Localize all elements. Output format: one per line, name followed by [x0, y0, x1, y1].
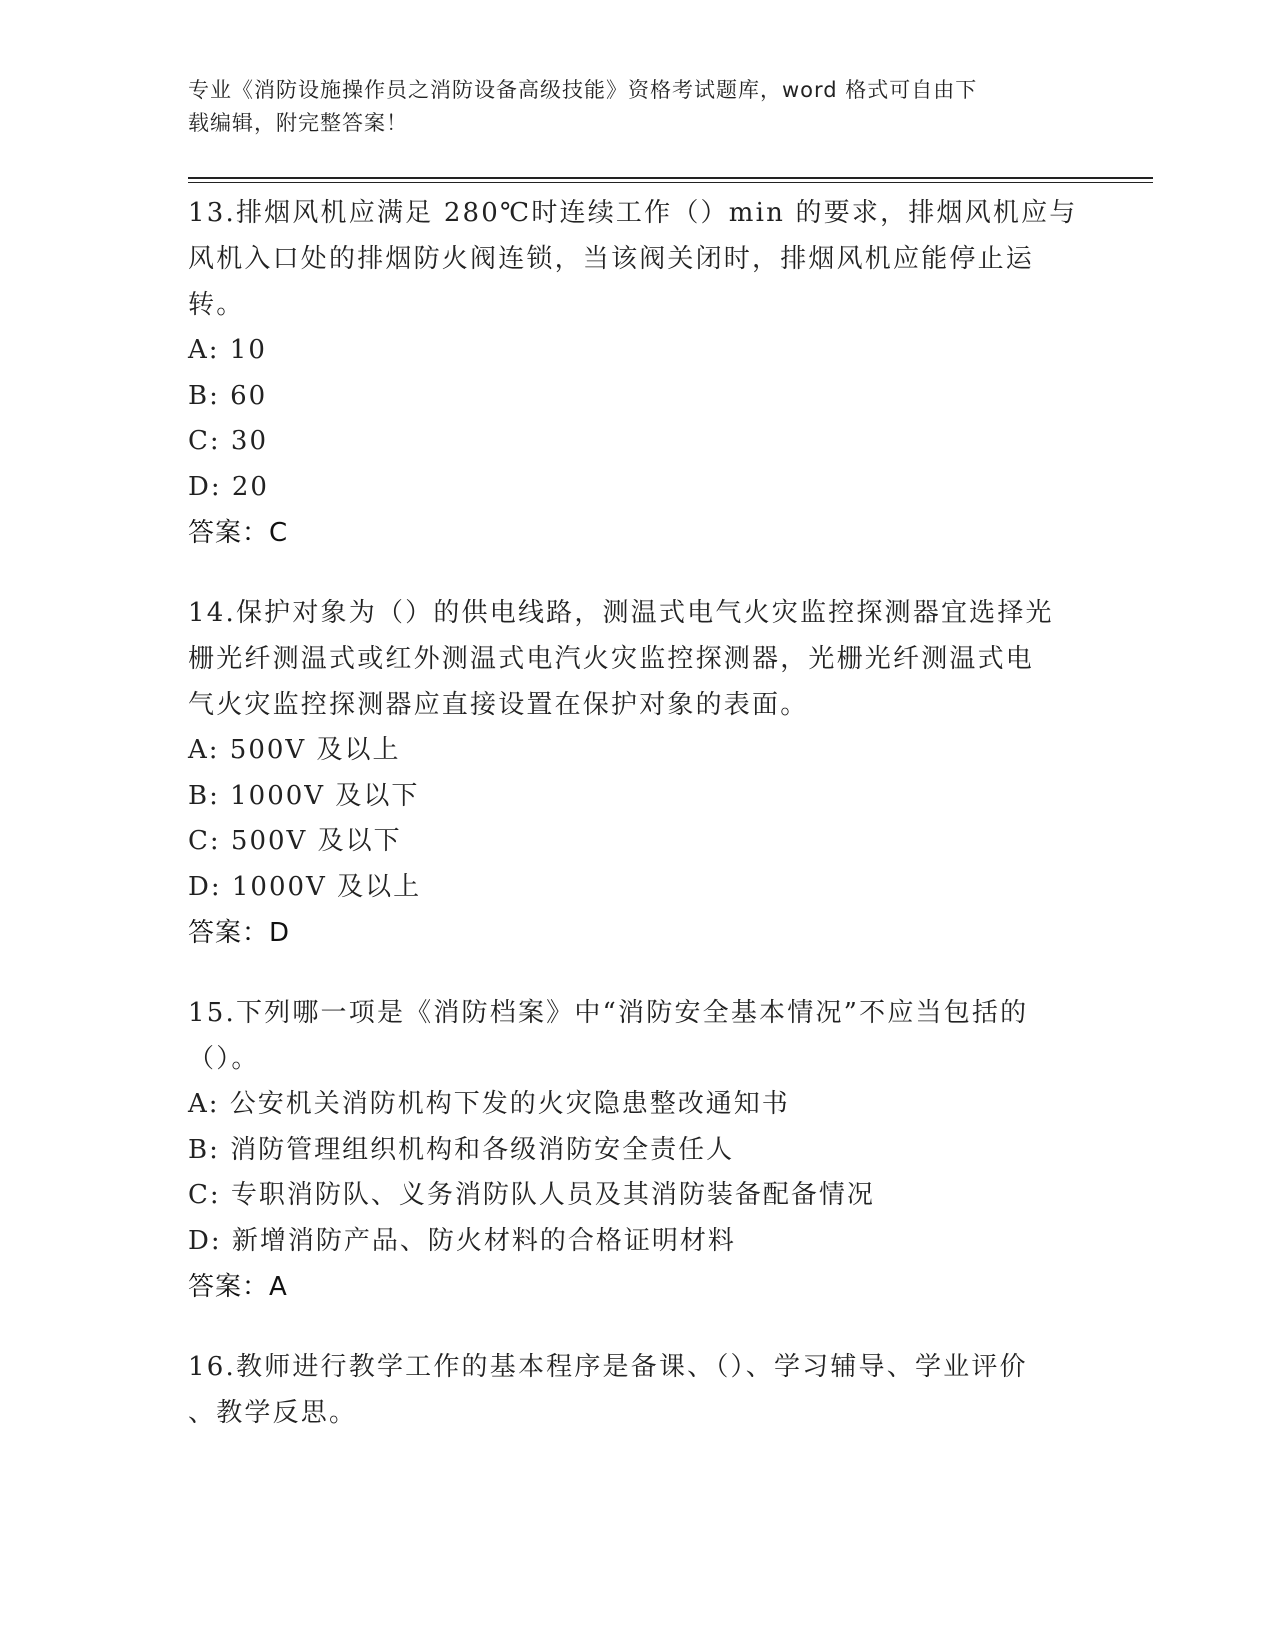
option-b: B: 消防管理组织机构和各级消防安全责任人 [188, 1134, 735, 1165]
option-c: C: 500V 及以下 [188, 826, 402, 856]
question-15 [188, 990, 1088, 1310]
question-list [188, 190, 1088, 1470]
question-text [188, 190, 1088, 328]
question-line: 气火灾监控探测器应直接设置在保护对象的表面。 [188, 690, 809, 720]
question-text [188, 990, 1088, 1082]
answer-line: 答案：C [188, 518, 289, 548]
header-line-1: 专业《消防设施操作员之消防设备高级技能》资格考试题库，word 格式可自由下 [188, 78, 978, 102]
option-a: A: 10 [188, 335, 267, 365]
question-text [188, 1344, 1088, 1436]
option-d: D: 1000V 及以上 [188, 871, 422, 902]
question-line: 15.下列哪一项是《消防档案》中“消防安全基本情况”不应当包括的 [188, 998, 1029, 1028]
header-divider-thin [188, 182, 1153, 183]
option-d: D: 20 [188, 471, 269, 502]
answer-line: 答案：A [188, 1272, 288, 1302]
question-16 [188, 1344, 1088, 1436]
header-line-2: 载编辑，附完整答案！ [188, 111, 408, 135]
question-text [188, 590, 1088, 728]
question-line: 风机入口处的排烟防火阀连锁，当该阀关闭时，排烟风机应能停止运 [188, 244, 1035, 274]
option-b: B: 1000V 及以下 [188, 780, 420, 811]
option-a: A: 500V 及以上 [188, 735, 401, 765]
question-line: 13.排烟风机应满足 280℃时连续工作（）min 的要求，排烟风机应与 [188, 198, 1078, 228]
option-c: C: 专职消防队、义务消防队人员及其消防装备配备情况 [188, 1180, 875, 1210]
option-a: A: 公安机关消防机构下发的火灾隐患整改通知书 [188, 1089, 790, 1119]
question-line: 14.保护对象为（）的供电线路，测温式电气火灾监控探测器宜选择光 [188, 598, 1054, 628]
question-line: 栅光纤测温式或红外测温式电汽火灾监控探测器，光栅光纤测温式电 [188, 644, 1035, 674]
question-line: （）。 [188, 1044, 260, 1074]
question-14 [188, 590, 1088, 956]
option-c: C: 30 [188, 426, 269, 456]
option-d: D: 新增消防产品、防火材料的合格证明材料 [188, 1225, 736, 1256]
answer-line: 答案：D [188, 918, 291, 948]
question-13 [188, 190, 1088, 556]
document-header [188, 74, 1068, 140]
question-line: 16.教师进行教学工作的基本程序是备课、（）、学习辅导、学业评价 [188, 1352, 1028, 1382]
question-line: 、教学反思。 [188, 1398, 358, 1428]
question-line: 转。 [188, 290, 245, 320]
option-b: B: 60 [188, 380, 268, 411]
header-divider-thick [188, 177, 1153, 179]
